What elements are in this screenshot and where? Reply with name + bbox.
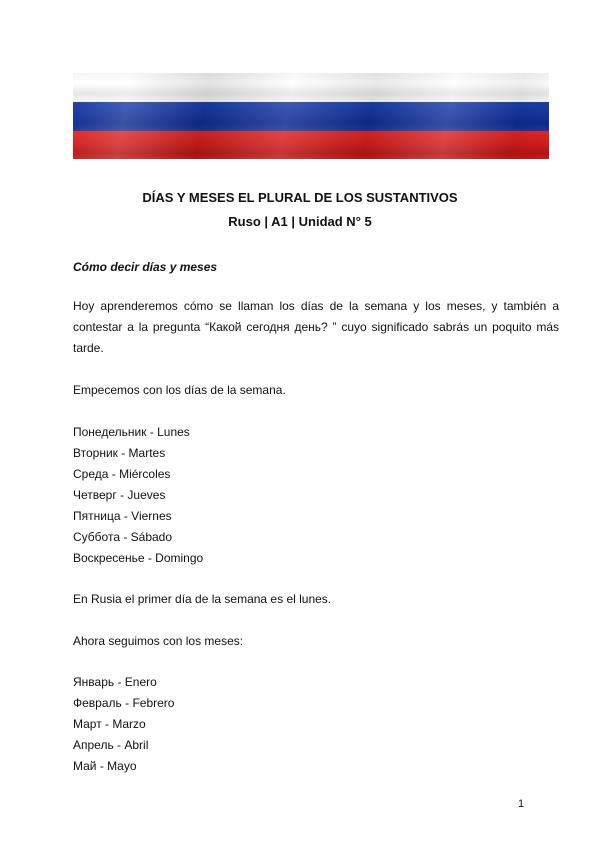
months-list [73,672,174,777]
days-list [73,422,203,569]
page-number: 1 [518,798,525,810]
list-item: Январь - Enero [73,675,157,689]
document-subtitle: Ruso | A1 | Unidad N° 5 [228,214,372,229]
list-item: Апрель - Abril [73,738,149,752]
first-day-note: En Rusia el primer día de la semana es el lunes. [73,592,332,606]
flag-wave-shading [73,73,549,159]
list-item: Вторник - Martes [73,446,166,460]
list-item: Февраль - Febrero [73,696,175,710]
list-item: Пятница - Viernes [73,509,172,523]
section-heading: Cómo decir días y meses [73,260,218,274]
intro-paragraph: Hoy aprenderemos cómo se llaman los días de la semana y los meses, y también a contestar a la pregunta “Какой сегодня день? ” cuyo significado sabrás un poquito más tarde. [73,299,559,355]
list-item: Март - Marzo [73,717,146,731]
months-intro: Ahora seguimos con los meses: [73,634,244,648]
list-item: Понедельник - Lunes [73,425,190,439]
russian-flag-image [73,73,549,159]
list-item: Четверг - Jueves [73,488,166,502]
list-item: Суббота - Sábado [73,530,173,544]
list-item: Май - Mayo [73,759,137,773]
list-item: Воскресенье - Domingo [73,551,204,565]
document-title: DÍAS Y MESES EL PLURAL DE LOS SUSTANTIVOS [142,190,458,205]
days-intro: Empecemos con los días de la semana. [73,383,286,397]
list-item: Среда - Miércoles [73,467,171,481]
